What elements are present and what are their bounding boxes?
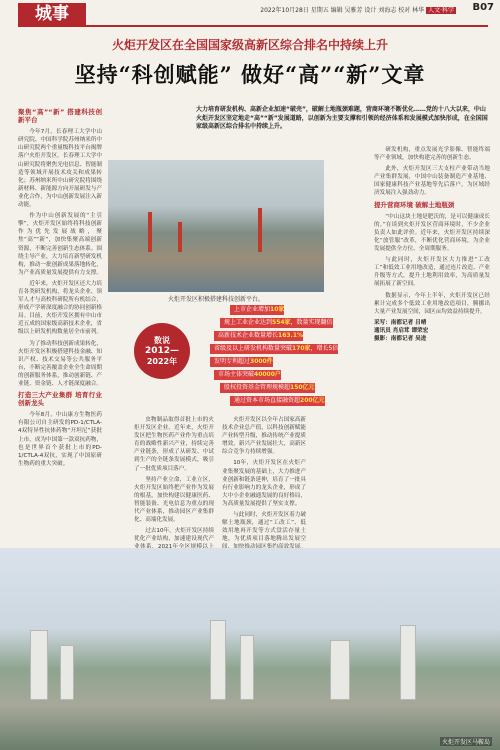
photo-building-shape [330, 640, 350, 700]
stat-label: 规上工业企业达到 [224, 319, 273, 326]
stat-value: 150亿元 [290, 384, 315, 391]
photo-crane-shape [148, 212, 152, 252]
stat-label: 股权投资基金管理规模超 [224, 384, 291, 391]
page-number: B07 [472, 2, 494, 13]
stat-suffix: ，增长5倍 [310, 345, 339, 352]
stats-circle-line: 数说 [154, 336, 170, 345]
stat-row [220, 383, 315, 393]
stat-value: 170家 [292, 345, 311, 352]
article-column-3 [222, 416, 306, 546]
stat-label: 高新技术企业数量增长 [218, 332, 279, 339]
stats-circle [134, 323, 190, 379]
paragraph: 过去10年，火炬开发区持续优化产业结构，加速建设现代产 [134, 528, 214, 543]
photo-crane-shape [258, 208, 262, 252]
stat-row [230, 305, 284, 315]
header-meta-highlight: 人文·科学 [428, 7, 454, 14]
paragraph: “中山这块土地是肥沃的，是可以健康成长的。”在谈到火炬开发区营商环境时，不少企业负责人如此评价。近年来，火炬开发区持续深化“放管服”改革，不断优化营商环境，为企业发展提供全方位、全周期服务。 [374, 213, 490, 253]
paragraph: 此外，火炬开发区三大支柱产业带动当地产业集群发展，中国中山装备制造产业基地、国家健康科技产业基地等先后落户，为区域经济发展注入强劲动力。 [374, 166, 490, 197]
photo-building-shape [240, 635, 254, 700]
paragraph: 火炬开发区以全年占国家高新技术企业总产值，以科技创新赋能产业转型升级，推动传统产业提质增效，新兴产业发展壮大，高新区综合竞争力持续增强。 [222, 417, 306, 456]
byline: 采写：南都记者 吕晴 [374, 319, 427, 326]
photo-building-shape [30, 630, 48, 700]
paragraph: 10年，火炬开发区在火炬产业集聚发展的基础上，大力推进产业创新和链条延伸，培育了一批具有行业影响力的龙头企业，形成了大中小企业融通发展的良好格局，为高质量发展提供了坚实支撑。 [222, 460, 306, 507]
stat-value: 10家 [270, 306, 285, 313]
article-column-2 [134, 416, 214, 546]
paragraph: 今年7月，长春理工大学中山研究院、中国科学院苏州纳米所中山研究院两个重量级科技平台揭牌落户火炬开发区。长春理工大学中山研究院将聚焦光电信息、智能制造等领域开展技术攻关和成果转化；苏州纳米所中山研究院将围绕新材料、新能源方向开展研发与产业化合作，为中山创新发展注入新动能。 [18, 129, 102, 209]
article-lead: 大力培育研发机构、高新企业加速“破壳”，破解土地瓶颈难题，营商环境不断优化……党的十八大以来，中山火炬开发区坚定地走“高”“新”发展道路，以创新为主要支撑和引领的经济体系和发展模式加快形成，在全国国家级高新区综合排名中持续上升。 [196, 106, 488, 130]
byline: 摄影：南都记者 吴进 [374, 335, 427, 342]
stat-value: 3000件 [250, 358, 273, 365]
article-title: 坚持“科创赋能” 做好“高”“新”文章 [74, 62, 426, 87]
stat-row [214, 331, 303, 341]
stat-suffix: ，数量实现翻倍 [290, 319, 333, 326]
paragraph: 今年8月，中山康方生物医药有限公司自主研发的PD-1/CTLA-4双特异性抗体药物“开坦尼”获批上市，成为中国第一款双抗药物，也是世界首个获批上市的PD-1/CTLA-4双抗，实现了中国原研生物药的重大突破。 [18, 412, 102, 467]
stat-label: 发明专利超过 [214, 358, 251, 365]
paragraph: 与此同时，火炬开发区着力破解土地瓶颈，通过“工改工”、低效用地再开发等方式盘活存量土地，为优质项目落地腾出发展空 [222, 512, 306, 543]
stat-value: 163.1% [278, 332, 304, 339]
stat-row [210, 344, 338, 354]
paragraph: 近年来，火炬开发区还大力培育各类研发机构，将龙头企业、领军人才与高校科研院所有机结合，形成产学研深度融合的协同创新格局。目前，火炬开发区拥有中山市近五成的国家级高新技术企业，省级以上研发机构数量居全市前列。 [18, 280, 102, 336]
photo-caption: 火炬开发区马鞍岛 [441, 739, 490, 746]
header-meta [260, 5, 456, 14]
stat-label: 通过资本市场直接融资超 [234, 397, 301, 404]
stat-row [210, 357, 273, 367]
photo-building-shape [400, 625, 416, 700]
paragraph: 虫物制品取得首批上市的火炬开发区企业。近年来，火炬开发区把生物医药产业作为重点培育的战略性新兴产业，持续完善产业链条，形成了从研发、中试到生产的全链条发展模式，吸引了一批优质项目落户。 [134, 417, 214, 472]
photo-building-shape [60, 645, 74, 700]
stat-value: 40000户 [254, 371, 281, 378]
paragraph: 作为中山创新发展的“主引擎”，火炬开发区始终将科技创新作为优先发展战略，聚焦“高”“新”，加快集聚高端创新资源，不断完善创新生态体系。围绕主导产业，大力培育新型研发机构，推动一批创新成果落地转化，为产业高质量发展提供有力支撑。 [18, 213, 102, 276]
paragraph: 为了推动科技创新成果转化，火炬开发区积极搭建科技金融、知识产权、技术交易等公共服务平台，不断完善覆盖企业全生命周期的创新服务体系，推动创新链、产业链、资金链、人才链深度融合。 [18, 340, 102, 387]
stats-infographic [134, 305, 366, 413]
paragraph: 数据显示，今年上半年，火炬开发区已经累计完成多个低效工业用地改造项目，腾挪出大量产业发展空间，园区亩均效益持续提升。 [374, 292, 490, 315]
stats-circle-line: 2012— [144, 346, 180, 356]
header-rule [18, 25, 488, 27]
stat-value: 554家 [272, 319, 291, 326]
photo-tech-platform [108, 160, 324, 292]
article-column-1 [18, 106, 102, 546]
stat-row [230, 396, 325, 406]
page-header [0, 0, 500, 22]
stat-row [214, 370, 281, 380]
photo-aerial-city [0, 548, 500, 750]
stat-label: 上市企业增加 [234, 306, 271, 313]
article-subtitle: 火炬开发区在全国国家级高新区综合排名中持续上升 [111, 38, 388, 52]
paragraph: 研发机构，重点发展光学影像、智能终端等产业领域，加快构建完善的创新生态。 [374, 147, 490, 162]
paragraph: 与此同时，火炬开发区大力推进“工改工”和低效工业用地改造，通过连片改造、产业升级等方式，提升土地利用效率，为高质量发展拓展了新空间。 [374, 257, 490, 288]
section-tag: 城事 [18, 3, 86, 25]
stat-label: 市场主体突破 [218, 371, 255, 378]
section-heading: 提升营商环境 破解土地瓶颈 [374, 200, 455, 209]
stat-value: 200亿元 [300, 397, 325, 404]
byline: 通讯员 肖启茸 谭荣宏 [374, 327, 429, 334]
photo-building-shape [210, 620, 226, 700]
header-meta-text: 2022年10月28日 星期五 编辑 吴雅芳 设计 刘海志 校对 林华 [260, 7, 425, 14]
section-heading: 聚焦“高”“新” 搭建科技创新平台 [18, 108, 102, 125]
stat-row [220, 318, 333, 328]
article-column-4 [374, 146, 490, 546]
section-heading: 打造三大产业集群 培育行业创新龙头 [18, 391, 102, 408]
photo-crane-shape [178, 222, 182, 252]
stat-label: 省级及以上研发机构数量突破 [214, 345, 293, 352]
stats-circle-line: 2022年 [146, 357, 178, 366]
photo-caption: 火炬开发区积极搭建科技创新平台。 [167, 296, 264, 303]
paragraph: 坚持产业立命，工业立区，火炬开发区始终把产业作为发展的根基，加快构建以健康医药、智能装备、光电信息为重点的现代产业体系，推动园区产业集群化、高端化发展。 [134, 476, 214, 524]
